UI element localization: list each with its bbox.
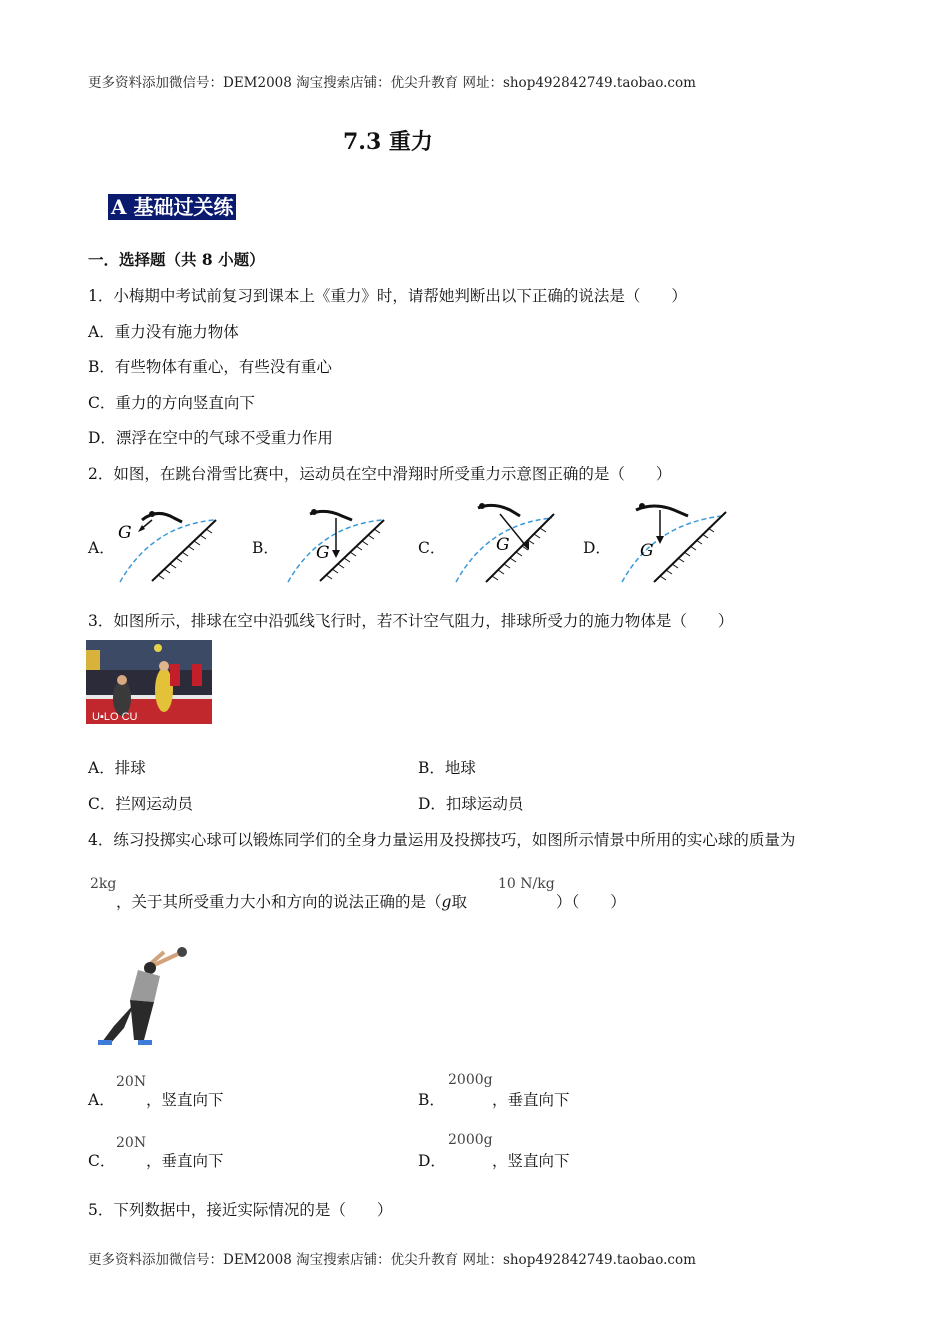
question-4-option-d-label: D．	[418, 1152, 446, 1170]
question-2-stem: 2．如图，在跳台滑雪比赛中，运动员在空中滑翔时所受重力示意图正确的是（ ）	[88, 465, 672, 483]
question-4-option-b-label: B．	[418, 1091, 445, 1109]
page-title: 7.3 重力	[343, 129, 433, 155]
question-4-option-b-text: ，垂直向下	[492, 1091, 570, 1109]
ski-diagram-b	[280, 506, 390, 586]
ski-diagram-c	[448, 500, 560, 586]
question-2-option-b: B．	[252, 539, 279, 557]
question-2-option-c: C．	[418, 539, 446, 557]
ski-diagram-a	[112, 506, 222, 586]
svg-text:G: G	[316, 543, 330, 563]
slope-hatch	[158, 529, 212, 579]
shot-put-photo	[94, 944, 194, 1052]
ski-diagram-d	[614, 500, 730, 586]
question-1-option-d: D．漂浮在空中的气球不受重力作用	[88, 429, 333, 447]
question-4-stem-end: ）（ ）	[556, 893, 626, 911]
question-2-option-a: A．	[88, 539, 115, 557]
question-1-option-a: A．重力没有施力物体	[88, 323, 239, 341]
question-4-g-value: 10 N/kg	[498, 876, 555, 892]
question-4-option-d-value: 2000g	[448, 1132, 493, 1148]
section-label: A 基础过关练	[108, 194, 236, 220]
question-4-option-c-value: 20N	[116, 1135, 147, 1151]
question-4-option-b-value: 2000g	[448, 1072, 493, 1088]
question-4-option-a-label: A．	[88, 1091, 115, 1109]
question-4-option-d-text: ，竖直向下	[492, 1152, 570, 1170]
question-4-option-c-label: C．	[88, 1152, 116, 1170]
question-3-option-a: A．排球	[88, 759, 146, 777]
question-3-option-b: B．地球	[418, 759, 476, 777]
volleyball-photo	[86, 640, 212, 724]
question-5-stem: 5．下列数据中，接近实际情况的是（ ）	[88, 1201, 393, 1219]
skier-figure	[142, 513, 182, 522]
svg-text:G: G	[496, 535, 510, 555]
question-4-stem-line2: ，关于其所受重力大小和方向的说法正确的是（g取	[116, 893, 467, 911]
page-header: 更多资料添加微信号：DEM2008 淘宝搜索店铺：优尖升教育 网址：shop492842749.taobao.com	[88, 75, 696, 91]
svg-text:G: G	[640, 541, 654, 561]
question-1-stem: 1．小梅期中考试前复习到课本上《重力》时，请帮她判断出以下正确的说法是（ ）	[88, 287, 687, 305]
question-4-option-a-value: 20N	[116, 1074, 147, 1090]
page-footer: 更多资料添加微信号：DEM2008 淘宝搜索店铺：优尖升教育 网址：shop492842749.taobao.com	[88, 1252, 696, 1268]
question-4-option-c-text: ，垂直向下	[146, 1152, 224, 1170]
gravity-label: G	[118, 523, 132, 543]
question-1-option-b: B．有些物体有重心，有些没有重心	[88, 358, 332, 376]
trajectory-line	[120, 520, 214, 582]
question-3-option-d: D．扣球运动员	[418, 795, 524, 813]
question-3-option-c: C．拦网运动员	[88, 795, 193, 813]
question-1-option-c: C．重力的方向竖直向下	[88, 394, 255, 412]
banner-text: U▪LO CU	[92, 711, 138, 723]
question-2-option-d: D．	[583, 539, 611, 557]
question-4-option-a-text: ，竖直向下	[146, 1091, 224, 1109]
volleyball	[154, 644, 162, 652]
question-3-stem: 3．如图所示，排球在空中沿弧线飞行时，若不计空气阻力，排球所受力的施力物体是（ ）	[88, 612, 734, 630]
part-heading: 一．选择题（共 8 小题）	[88, 250, 265, 269]
question-4-mass: 2kg	[90, 876, 117, 892]
question-4-stem-line1: 4．练习投掷实心球可以锻炼同学们的全身力量运用及投掷技巧，如图所示情景中所用的实心球的质量为	[88, 831, 796, 849]
